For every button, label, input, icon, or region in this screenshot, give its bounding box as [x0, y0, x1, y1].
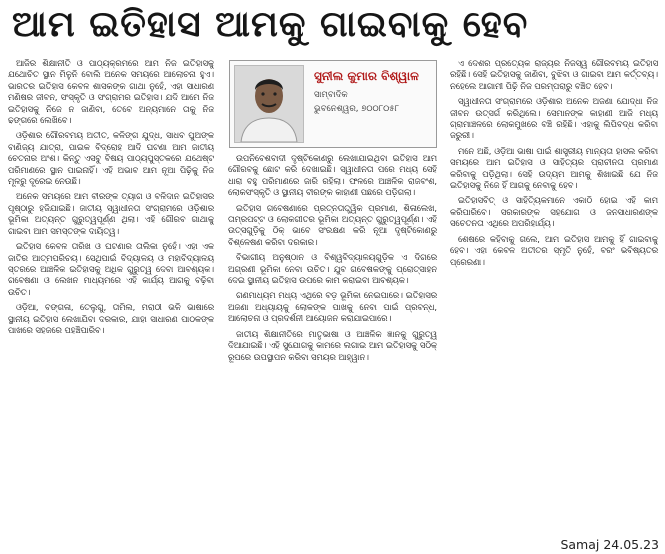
article-column-2 [228, 153, 437, 548]
article-column-3 [450, 58, 658, 548]
paragraph: ଇତିହାସ କେବଳ ତାରିଖ ଓ ଘଟଣାର ତାଲିକା ନୁହେଁ। ଏହା ଏକ ଜାତିର ଆତ୍ମପରିଚୟ। ସେଥିପାଇଁ ବିଦ୍ୟାଳୟ ଓ ମହାବିଦ୍ୟାଳୟ ସ୍ତରରେ ଆଞ୍ଚଳିକ ଇତିହାସକୁ ଅଧିକ ଗୁରୁତ୍ୱ ଦେବା ଆବଶ୍ୟକ। ଗବେଷଣା ଓ ଲେଖନ ମାଧ୍ୟମରେ ଏହି କାର୍ଯ୍ୟ ଆଗକୁ ବଢ଼ିବା ଉଚିତ। [8, 241, 214, 297]
headline-banner [0, 0, 665, 52]
paragraph: ଗଣମାଧ୍ୟମ ମଧ୍ୟ ଏଥିରେ ବଡ଼ ଭୂମିକା ନେଇପାରେ। ଇତିହାସର ଅଜଣା ଅଧ୍ୟାୟକୁ ଲୋକଙ୍କ ପାଖକୁ ନେବା ପାଇଁ ପ୍ରବନ୍ଧ, ଆଲୋଚନା ଓ ପ୍ରଦର୍ଶନୀ ଆୟୋଜନ କରାଯାଇପାରେ। [228, 290, 437, 324]
paragraph: ଆଜିର ଶିକ୍ଷାନୀତି ଓ ପାଠ୍ୟକ୍ରମରେ ଆମ ନିଜ ଇତିହାସକୁ ଯଥୋଚିତ ସ୍ଥାନ ମିଳୁନି ବୋଲି ଅନେକ ସମୟରେ ଆଲୋଚନା ହୁଏ। ଭାରତର ଇତିହାସ କେବଳ ଶାସକଙ୍କ ଗାଥା ନୁହେଁ, ଏହା ସାଧାରଣ ମଣିଷର ଜୀବନ, ସଂସ୍କୃତି ଓ ସଂଗ୍ରାମର ଇତିହାସ। ଯଦି ଆମେ ନିଜ ଇତିହାସକୁ ନିଜେ ନ ଜାଣିବା, ତେବେ ଅନ୍ୟମାନେ ତାକୁ ନିଜ ଢଙ୍ଗରେ ଲେଖିବେ। [8, 58, 214, 126]
paragraph: ଶେଷରେ କହିବାକୁ ଗଲେ, ଆମ ଇତିହାସ ଆମକୁ ହିଁ ଗାଇବାକୁ ହେବ। ଏହା କେବଳ ଅତୀତର ସ୍ମୃତି ନୁହେଁ, ବରଂ ଭବିଷ୍ୟତର ପ୍ରେରଣା। [450, 233, 658, 267]
author-name: ସୁନୀଲ କୁମାର ବିଶ୍ୱାଳ [314, 69, 419, 83]
source-credit: Samaj 24.05.23 [560, 537, 659, 552]
paragraph: ଅନେକ ସମୟରେ ଆମ ବୀରଙ୍କ ତ୍ୟାଗ ଓ ବଳିଦାନ ଇତିହାସର ପୃଷ୍ଠାରୁ ହଜିଯାଇଛି। ଜାତୀୟ ସ୍ୱାଧୀନତା ସଂଗ୍ରାମରେ ଓଡ଼ିଶାର ଭୂମିକା ଅତ୍ୟନ୍ତ ଗୁରୁତ୍ୱପୂର୍ଣ୍ଣ ଥିଲା। ଏହି ଗୌରବ ଗାଥାକୁ ଗାଇବା ଆମ ସମସ୍ତଙ୍କ ଦାୟିତ୍ୱ। [8, 191, 214, 236]
article-column-1 [8, 58, 214, 548]
paragraph: ସ୍ୱାଧୀନତା ସଂଗ୍ରାମରେ ଓଡ଼ିଶାର ଅନେକ ଅଜଣା ଯୋଦ୍ଧା ନିଜ ଜୀବନ ଉତ୍ସର୍ଗ କରିଥିଲେ। ସେମାନଙ୍କ କାହାଣୀ ଆଜି ମଧ୍ୟ ଗ୍ରାମାଞ୍ଚଳରେ ଲୋକମୁଖରେ ବଞ୍ଚି ରହିଛି। ଏହାକୁ ଲିପିବଦ୍ଧ କରିବା ଜରୁରୀ। [450, 96, 658, 141]
author-place: ଭୁବନେଶ୍ୱର, ୭୦୦୮୦୫୮ [314, 104, 400, 114]
paragraph: ଜାତୀୟ ଶିକ୍ଷାନୀତିରେ ମାତୃଭାଷା ଓ ଆଞ୍ଚଳିକ ଜ୍ଞାନକୁ ଗୁରୁତ୍ୱ ଦିଆଯାଇଛି। ଏହି ସୁଯୋଗକୁ କାମରେ ଲଗାଇ ଆମ ଇତିହାସକୁ ସଠିକ୍ ରୂପରେ ଉପସ୍ଥାପନ କରିବା ସମୟର ଆହ୍ୱାନ। [228, 328, 437, 362]
headline: ଆମ ଇତିହାସ ଆମକୁ ଗାଇବାକୁ ହେବ [12, 4, 529, 45]
paragraph: ଏ ଦେଶର ପ୍ରତ୍ୟେକ ରାଜ୍ୟର ନିଜସ୍ୱ ଗୌରବମୟ ଇତିହାସ ରହିଛି। ସେହି ଇତିହାସକୁ ଜାଣିବା, ବୁଝିବା ଓ ଗାଇବା ଆମ କର୍ତ୍ତବ୍ୟ। ନହେଲେ ଆଗାମୀ ପିଢ଼ି ନିଜ ପରମ୍ପରାରୁ ବଞ୍ଚିତ ହେବ। [450, 58, 658, 91]
author-title: ସାମ୍ବାଦିକ [314, 90, 348, 100]
author-photo [234, 65, 304, 143]
paragraph: ଇତିହାସବିତ୍ ଓ ସାହିତ୍ୟିକମାନେ ଏକାଠି ହୋଇ ଏହି କାମ କରିପାରିବେ। ସରକାରଙ୍କ ସହଯୋଗ ଓ ଜନସାଧାରଣଙ୍କ ସଚେତନତା ଏଥିରେ ଅପରିହାର୍ଯ୍ୟ। [450, 195, 658, 229]
author-portrait-icon [235, 66, 303, 142]
author-byline-box [229, 60, 437, 148]
paragraph: ମନେ ଅଛି, ଓଡ଼ିଆ ଭାଷା ପାଇଁ ଶାସ୍ତ୍ରୀୟ ମାନ୍ୟତା ହାସଲ କରିବା ସମୟରେ ଆମ ଇତିହାସ ଓ ସାହିତ୍ୟର ପ୍ରାଚୀନତା ପ୍ରମାଣ କରିବାକୁ ପଡ଼ିଥିଲା। ସେହି ଉଦ୍ୟମ ଆମକୁ ଶିଖାଇଛି ଯେ ନିଜ ଇତିହାସକୁ ନିଜେ ହିଁ ଆଗକୁ ନେବାକୁ ହେବ। [450, 145, 658, 191]
paragraph: ଓଡ଼ିଆ, ବଙ୍ଗଳା, ତେଲୁଗୁ, ତାମିଲ, ମରାଠୀ ଭଳି ଭାଷାରେ ସ୍ଥାନୀୟ ଇତିହାସ ଲେଖାଯିବା ଦରକାର, ଯାହା ସାଧାରଣ ପାଠକଙ୍କ ପାଖରେ ସହଜରେ ପହଞ୍ଚିପାରିବ। [8, 302, 214, 335]
paragraph: ଓଡ଼ିଶାର ଗୌରବମୟ ଅତୀତ, କଳିଙ୍ଗ ଯୁଦ୍ଧ, ସାଧବ ପୁଅଙ୍କ ବାଣିଜ୍ୟ ଯାତ୍ରା, ପାଇକ ବିଦ୍ରୋହ ଆଦି ଘଟଣା ଆମ ଜାତୀୟ ଚେତନାର ଅଂଶ। କିନ୍ତୁ ଏସବୁ ବିଷୟ ପାଠ୍ୟପୁସ୍ତକରେ ଯଥେଷ୍ଟ ପରିମାଣରେ ସ୍ଥାନ ପାଇନାହିଁ। ଏହି ଅଭାବ ଆମ ନୂଆ ପିଢ଼ିକୁ ନିଜ ମୂଳରୁ ଦୂରେଇ ନେଉଛି। [8, 130, 214, 187]
paragraph: ଉପନିବେଶବାଦୀ ଦୃଷ୍ଟିକୋଣରୁ ଲେଖାଯାଇଥିବା ଇତିହାସ ଆମ ଗୌରବକୁ ଛୋଟ କରି ଦେଖାଇଛି। ସ୍ୱାଧୀନତା ପରେ ମଧ୍ୟ ସେହି ଧାରା ବହୁ ପରିମାଣରେ ଜାରି ରହିଲା। ଫଳରେ ଆଞ୍ଚଳିକ ରାଜବଂଶ, ଲୋକସଂସ୍କୃତି ଓ ସ୍ଥାନୀୟ ବୀରଙ୍କ କାହାଣୀ ପଛରେ ପଡ଼ିଗଲା। [228, 153, 437, 198]
paragraph: ବିଭାଗୀୟ ଅନୁଷ୍ଠାନ ଓ ବିଶ୍ୱବିଦ୍ୟାଳୟଗୁଡ଼ିକ ଏ ଦିଗରେ ଅଗ୍ରଣୀ ଭୂମିକା ନେବା ଉଚିତ। ଯୁବ ଗବେଷକଙ୍କୁ ପ୍ରୋତ୍ସାହନ ଦେଇ ସ୍ଥାନୀୟ ଇତିହାସ ଉପରେ କାମ କରାଇବା ଆବଶ୍ୟକ। [228, 252, 437, 286]
paragraph: ଇତିହାସ ଗବେଷଣାରେ ପ୍ରତ୍ନତାତ୍ତ୍ୱିକ ପ୍ରମାଣ, ଶିଳାଲେଖ, ତାମ୍ରପଟ୍ଟ ଓ ଲୋକଗୀତର ଭୂମିକା ଅତ୍ୟନ୍ତ ଗୁରୁତ୍ୱପୂର୍ଣ୍ଣ। ଏହି ଉତ୍ସଗୁଡ଼ିକୁ ଠିକ୍ ଭାବେ ସଂରକ୍ଷଣ କରି ନୂଆ ଦୃଷ୍ଟିକୋଣରୁ ବିଶ୍ଳେଷଣ କରିବା ଦରକାର। [228, 202, 437, 247]
